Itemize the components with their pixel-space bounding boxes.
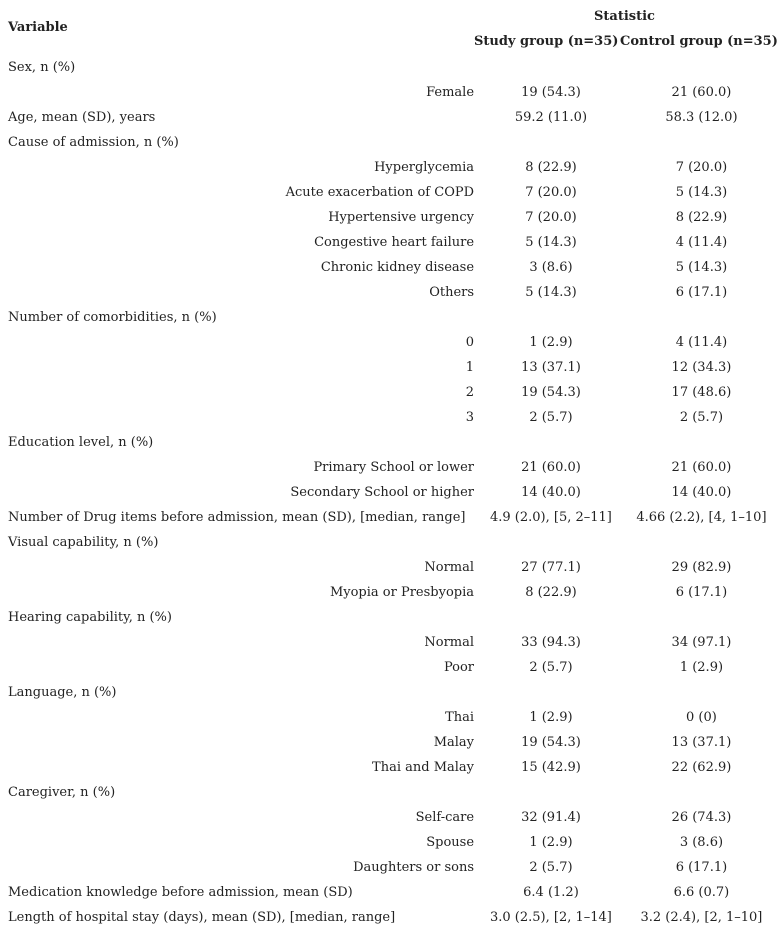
control-group-value: 4.66 (2.2), [4, 1–10] bbox=[636, 510, 767, 525]
table-row bbox=[0, 405, 778, 430]
table-row bbox=[0, 730, 778, 755]
study-group-value bbox=[477, 305, 625, 330]
table-row bbox=[0, 655, 778, 680]
table-row bbox=[0, 705, 778, 730]
header-statistic: Statistic bbox=[594, 9, 655, 24]
study-group-value: 2 (5.7) bbox=[529, 410, 573, 425]
control-group-value bbox=[625, 605, 778, 630]
study-group-value: 8 (22.9) bbox=[525, 160, 577, 175]
study-group-value bbox=[477, 530, 625, 555]
row-label: Normal bbox=[424, 635, 475, 650]
control-group-value bbox=[625, 780, 778, 805]
row-label: Myopia or Presbyopia bbox=[329, 585, 475, 600]
study-group-value: 13 (37.1) bbox=[521, 360, 581, 375]
control-group-value: 3 (8.6) bbox=[679, 835, 724, 850]
table-row bbox=[0, 605, 778, 630]
control-group-value bbox=[625, 305, 778, 330]
table-row bbox=[0, 855, 778, 880]
table-row bbox=[0, 530, 778, 555]
row-label: Poor bbox=[443, 660, 475, 675]
row-label: Hearing capability, n (%) bbox=[8, 610, 172, 625]
row-label: Others bbox=[429, 285, 475, 300]
control-group-value bbox=[625, 530, 778, 555]
study-group-value: 1 (2.9) bbox=[529, 835, 573, 850]
control-group-value bbox=[625, 130, 778, 155]
study-group-value bbox=[477, 430, 625, 455]
study-group-value: 4.9 (2.0), [5, 2–11] bbox=[490, 510, 612, 525]
table-row bbox=[0, 255, 778, 280]
control-group-value: 34 (97.1) bbox=[671, 635, 732, 650]
study-group-value: 1 (2.9) bbox=[529, 335, 573, 350]
study-group-value bbox=[477, 680, 625, 705]
table-row bbox=[0, 180, 778, 205]
study-group-value: 59.2 (11.0) bbox=[514, 110, 588, 125]
study-group-value: 33 (94.3) bbox=[521, 635, 581, 650]
table-row bbox=[0, 755, 778, 780]
table-row bbox=[0, 55, 778, 80]
study-group-value: 32 (91.4) bbox=[521, 810, 581, 825]
study-group-value bbox=[477, 605, 625, 630]
table-row bbox=[0, 480, 778, 505]
row-label: Chronic kidney disease bbox=[320, 260, 475, 275]
control-group-value: 21 (60.0) bbox=[671, 460, 732, 475]
table-row bbox=[0, 205, 778, 230]
header-variable: Variable bbox=[8, 20, 68, 35]
row-label: 0 bbox=[465, 335, 475, 350]
study-group-value: 2 (5.7) bbox=[529, 860, 573, 875]
table-row bbox=[0, 830, 778, 855]
control-group-value: 17 (48.6) bbox=[671, 385, 732, 400]
table-row bbox=[0, 430, 778, 455]
row-label: Caregiver, n (%) bbox=[8, 785, 116, 800]
row-label: Secondary School or higher bbox=[290, 485, 475, 500]
row-label: 2 bbox=[465, 385, 475, 400]
table-row bbox=[0, 330, 778, 355]
control-group-value: 22 (62.9) bbox=[671, 760, 732, 775]
row-label: Daughters or sons bbox=[353, 860, 475, 875]
row-label: Number of comorbidities, n (%) bbox=[8, 310, 217, 325]
control-group-value: 29 (82.9) bbox=[671, 560, 732, 575]
table-row bbox=[0, 380, 778, 405]
table-row bbox=[0, 505, 778, 530]
study-group-value: 19 (54.3) bbox=[521, 735, 581, 750]
study-group-value bbox=[477, 55, 625, 80]
table-row bbox=[0, 130, 778, 155]
table-row bbox=[0, 555, 778, 580]
study-group-value: 2 (5.7) bbox=[529, 660, 573, 675]
row-label: 3 bbox=[465, 410, 475, 425]
control-group-value: 12 (34.3) bbox=[671, 360, 732, 375]
control-group-value: 6 (17.1) bbox=[675, 285, 728, 300]
control-group-value: 26 (74.3) bbox=[671, 810, 732, 825]
control-group-value: 58.3 (12.0) bbox=[665, 110, 738, 125]
study-group-value: 3.0 (2.5), [2, 1–14] bbox=[490, 910, 612, 925]
control-group-value: 5 (14.3) bbox=[675, 185, 728, 200]
row-label: Hyperglycemia bbox=[374, 160, 475, 175]
control-group-value bbox=[625, 430, 778, 455]
study-group-value: 27 (77.1) bbox=[521, 560, 581, 575]
table-row bbox=[0, 280, 778, 305]
control-group-value: 6.6 (0.7) bbox=[673, 885, 730, 900]
row-label: Acute exacerbation of COPD bbox=[285, 185, 475, 200]
row-label: Self-care bbox=[415, 810, 475, 825]
table-row bbox=[0, 630, 778, 655]
study-group-value: 15 (42.9) bbox=[521, 760, 581, 775]
study-group-value: 3 (8.6) bbox=[529, 260, 573, 275]
table-row bbox=[0, 155, 778, 180]
row-label: Medication knowledge before admission, mean (SD) bbox=[8, 885, 353, 900]
study-group-value: 19 (54.3) bbox=[521, 385, 581, 400]
control-group-value: 3.2 (2.4), [2, 1–10] bbox=[640, 910, 763, 925]
control-group-value: 21 (60.0) bbox=[671, 85, 732, 100]
row-label: Congestive heart failure bbox=[314, 235, 475, 250]
table-row bbox=[0, 580, 778, 605]
control-group-value bbox=[625, 55, 778, 80]
table-row bbox=[0, 780, 778, 805]
study-group-value: 7 (20.0) bbox=[525, 210, 577, 225]
control-group-value: 0 (0) bbox=[686, 710, 717, 725]
row-label: Female bbox=[426, 85, 475, 100]
row-label: Cause of admission, n (%) bbox=[8, 135, 179, 150]
table-row bbox=[0, 680, 778, 705]
table-row bbox=[0, 305, 778, 330]
study-group-value: 14 (40.0) bbox=[521, 485, 581, 500]
row-label: Number of Drug items before admission, mean (SD), [median, range] bbox=[8, 510, 466, 525]
control-group-value: 4 (11.4) bbox=[675, 335, 728, 350]
control-group-value: 14 (40.0) bbox=[671, 485, 732, 500]
row-label: 1 bbox=[465, 360, 475, 375]
row-label: Spouse bbox=[426, 835, 475, 850]
control-group-value: 7 (20.0) bbox=[675, 160, 728, 175]
study-group-value: 19 (54.3) bbox=[521, 85, 581, 100]
row-label: Normal bbox=[424, 560, 475, 575]
table-row bbox=[0, 105, 778, 130]
characteristics-table bbox=[0, 55, 778, 930]
study-group-value: 6.4 (1.2) bbox=[523, 885, 579, 900]
table-row bbox=[0, 905, 778, 930]
study-group-value bbox=[477, 780, 625, 805]
control-group-value: 1 (2.9) bbox=[679, 660, 724, 675]
study-group-value: 21 (60.0) bbox=[521, 460, 581, 475]
row-label: Age, mean (SD), years bbox=[8, 110, 156, 125]
study-group-value: 7 (20.0) bbox=[525, 185, 577, 200]
row-label: Length of hospital stay (days), mean (SD), [median, range] bbox=[8, 910, 396, 925]
study-group-value bbox=[477, 130, 625, 155]
control-group-value bbox=[625, 680, 778, 705]
row-label: Malay bbox=[433, 735, 475, 750]
row-label: Visual capability, n (%) bbox=[8, 535, 159, 550]
control-group-value: 4 (11.4) bbox=[675, 235, 728, 250]
study-group-value: 8 (22.9) bbox=[525, 585, 577, 600]
header-control-group: Control group (n=35) bbox=[620, 34, 778, 49]
header-study-group: Study group (n=35) bbox=[474, 34, 619, 49]
row-label: Hypertensive urgency bbox=[328, 210, 475, 225]
control-group-value: 6 (17.1) bbox=[675, 585, 728, 600]
row-label: Thai bbox=[445, 710, 475, 725]
study-group-value: 5 (14.3) bbox=[525, 235, 577, 250]
study-group-value: 1 (2.9) bbox=[529, 710, 573, 725]
control-group-value: 2 (5.7) bbox=[679, 410, 724, 425]
table-row bbox=[0, 80, 778, 105]
control-group-value: 5 (14.3) bbox=[675, 260, 728, 275]
control-group-value: 8 (22.9) bbox=[675, 210, 728, 225]
row-label: Language, n (%) bbox=[8, 685, 117, 700]
table-row bbox=[0, 355, 778, 380]
table-row bbox=[0, 880, 778, 905]
row-label: Sex, n (%) bbox=[8, 60, 76, 75]
row-label: Thai and Malay bbox=[372, 760, 475, 775]
study-group-value: 5 (14.3) bbox=[525, 285, 577, 300]
row-label: Education level, n (%) bbox=[8, 435, 154, 450]
table-row bbox=[0, 455, 778, 480]
table-row bbox=[0, 230, 778, 255]
table-body bbox=[0, 55, 778, 930]
row-label: Primary School or lower bbox=[313, 460, 475, 475]
table-row bbox=[0, 805, 778, 830]
control-group-value: 13 (37.1) bbox=[671, 735, 732, 750]
control-group-value: 6 (17.1) bbox=[675, 860, 728, 875]
